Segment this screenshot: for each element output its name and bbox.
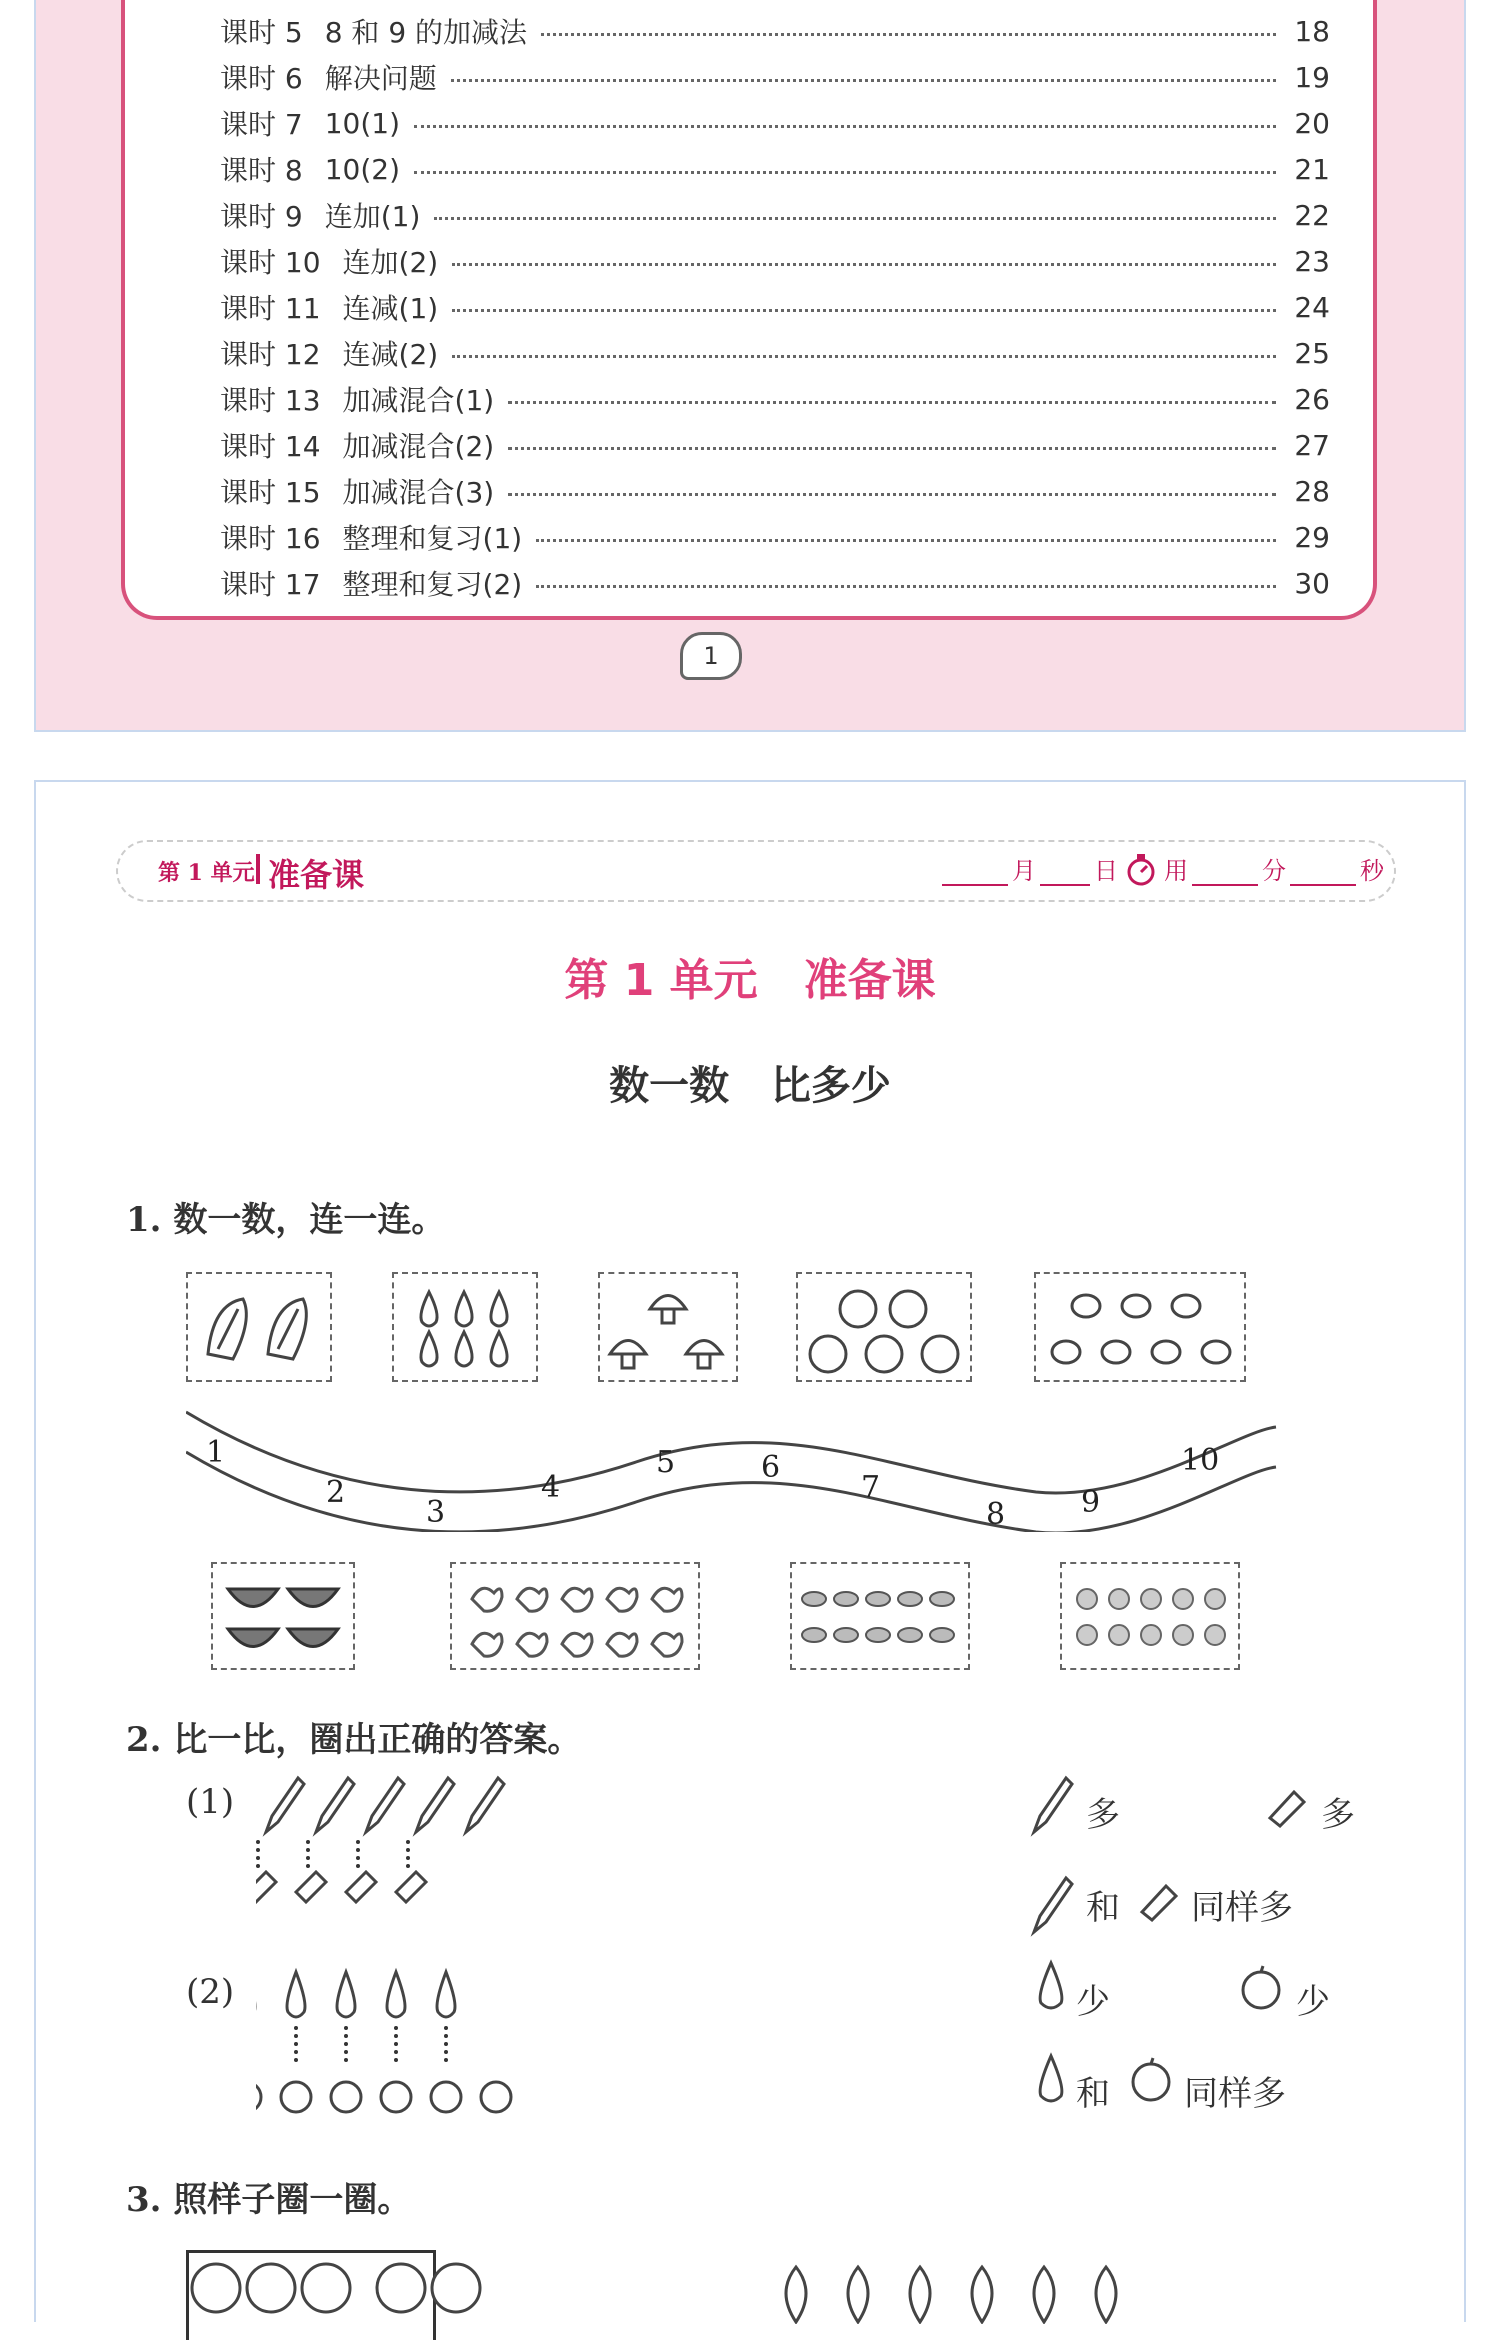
question-2: 2. 比一比，圈出正确的答案。 <box>126 1720 582 1760</box>
toc-title: 连减(2) <box>342 338 439 371</box>
number-ribbon <box>186 1402 1286 1532</box>
chick-icon <box>1036 1274 1244 1380</box>
dot-connector <box>394 2050 398 2054</box>
fish-icon <box>898 1592 922 1606</box>
toc-page: 18 <box>1294 14 1330 48</box>
peach-icon <box>786 2267 806 2322</box>
dot-connector <box>394 2058 398 2062</box>
month-blank[interactable] <box>942 860 1008 886</box>
toc-title: 连加(1) <box>324 200 421 233</box>
question-1: 1. 数一数，连一连。 <box>126 1200 446 1240</box>
dot-connector <box>294 2026 298 2030</box>
toc-title: 连加(2) <box>342 246 439 279</box>
dot-connector <box>294 2042 298 2046</box>
toc-page: 28 <box>1294 474 1330 508</box>
apple-icon <box>431 2082 461 2112</box>
eraser-icon <box>296 1872 326 1902</box>
option-same-2[interactable]: 同样多 <box>1184 2074 1286 2114</box>
toc-title: 整理和复习(2) <box>342 568 523 601</box>
dot-connector <box>344 2042 348 2046</box>
toc-leader <box>508 493 1276 496</box>
fish-icon <box>930 1592 954 1606</box>
option-same-1[interactable]: 同样多 <box>1191 1888 1293 1928</box>
toc-title: 加减混合(3) <box>342 476 495 509</box>
apple-icon <box>1236 1962 1286 2012</box>
eraser-icon <box>256 1872 276 1902</box>
toc-lesson: 课时 14 <box>220 430 321 463</box>
toc-leader <box>508 447 1276 450</box>
dot-connector <box>394 2026 398 2030</box>
watermelon-icon <box>213 1564 353 1668</box>
flower-icon <box>1205 1625 1225 1645</box>
pear-icon <box>1031 2050 1071 2106</box>
toc-page: 26 <box>1294 382 1330 416</box>
dot-connector <box>344 2058 348 2062</box>
toc-row[interactable] <box>220 241 1330 281</box>
flower-box[interactable] <box>1060 1562 1240 1670</box>
toc-lesson: 课时 16 <box>220 522 321 555</box>
dot-connector <box>256 1856 260 1860</box>
mushroom-icon <box>600 1274 736 1380</box>
dot-connector <box>344 2026 348 2030</box>
apple-icon <box>281 2082 311 2112</box>
flower-icon <box>1077 1625 1097 1645</box>
chick-box[interactable] <box>1034 1272 1246 1382</box>
smiley-icon <box>192 2264 240 2312</box>
flower-icon <box>1141 1625 1161 1645</box>
apple-icon <box>381 2082 411 2112</box>
fish-icon <box>866 1628 890 1642</box>
toc-row[interactable] <box>220 333 1330 373</box>
toc-title: 加减混合(1) <box>342 384 495 417</box>
peach-row <box>766 2252 1346 2324</box>
toc-leader <box>541 33 1276 36</box>
day-label: 日 <box>1094 857 1118 885</box>
ribbon-number: 1 <box>206 1435 226 1470</box>
toc-title: 8 和 9 的加减法 <box>324 16 528 49</box>
mushroom-box[interactable] <box>598 1272 738 1382</box>
worksheet-header <box>116 840 1396 902</box>
toc-title: 整理和复习(1) <box>342 522 523 555</box>
watermelon-box[interactable] <box>211 1562 355 1670</box>
date-fields <box>938 856 1384 886</box>
dot-connector <box>294 2034 298 2038</box>
minute-blank[interactable] <box>1192 860 1258 886</box>
toc-row[interactable] <box>220 425 1330 465</box>
flower-icon <box>1109 1625 1129 1645</box>
toc-lesson: 课时 6 <box>220 62 303 95</box>
toc-page: 25 <box>1294 336 1330 370</box>
fish-icon <box>866 1592 890 1606</box>
compare-figures <box>256 1772 756 2122</box>
dot-connector <box>344 2034 348 2038</box>
toc-lesson: 课时 15 <box>220 476 321 509</box>
pear-icon <box>1031 1957 1071 2013</box>
bird-icon <box>607 1633 637 1656</box>
flower-icon <box>1062 1564 1238 1668</box>
second-label: 秒 <box>1360 857 1384 885</box>
lesson-subtitle: 数一数 比多少 <box>609 1062 891 1109</box>
fish-icon <box>792 1564 968 1668</box>
dot-connector <box>406 1864 410 1868</box>
pencil-icon <box>416 1778 454 1832</box>
pear-icon <box>394 1274 536 1380</box>
toc-title: 解决问题 <box>324 62 437 95</box>
dot-connector <box>444 2034 448 2038</box>
and-label: 和 <box>1086 1888 1120 1928</box>
bird-box[interactable] <box>450 1562 700 1670</box>
ribbon-number: 7 <box>861 1470 881 1505</box>
toc-leader <box>536 585 1276 588</box>
option-pear-fewer[interactable]: 少 <box>1076 1982 1110 2022</box>
bird-icon <box>562 1588 592 1611</box>
flower-icon <box>1173 1625 1193 1645</box>
eraser-icon <box>346 1872 376 1902</box>
dot-connector <box>394 2034 398 2038</box>
dot-connector <box>356 1840 360 1844</box>
flower-icon <box>1077 1589 1097 1609</box>
bird-icon <box>652 1633 682 1656</box>
peach-icon <box>1096 2267 1116 2322</box>
bird-icon <box>517 1588 547 1611</box>
toc-leader <box>452 263 1276 266</box>
toc-lesson: 课时 9 <box>220 200 303 233</box>
fish-icon <box>834 1592 858 1606</box>
dot-connector <box>394 2042 398 2046</box>
smiley-row <box>186 2252 666 2324</box>
dot-connector <box>406 1856 410 1860</box>
month-label: 月 <box>1012 857 1036 885</box>
toc-row[interactable] <box>220 149 1330 189</box>
fish-icon <box>898 1628 922 1642</box>
toc-lesson: 课时 7 <box>220 108 303 141</box>
toc-leader <box>536 539 1276 542</box>
pencil-icon <box>266 1778 304 1832</box>
dot-connector <box>256 1848 260 1852</box>
ribbon-number: 5 <box>656 1445 676 1480</box>
dot-connector <box>306 1848 310 1852</box>
toc-row[interactable] <box>220 195 1330 235</box>
dot-connector <box>344 2050 348 2054</box>
toc-leader <box>414 125 1276 128</box>
toc-lesson: 课时 13 <box>220 384 321 417</box>
dot-connector <box>406 1840 410 1844</box>
flower-icon <box>1141 1589 1161 1609</box>
ribbon-number: 10 <box>1181 1443 1220 1478</box>
pencil-icon <box>316 1778 354 1832</box>
eraser-icon <box>1136 1876 1182 1922</box>
minute-label: 分 <box>1262 857 1286 885</box>
ribbon-number: 6 <box>761 1450 781 1485</box>
bird-icon <box>562 1633 592 1656</box>
dot-connector <box>294 2058 298 2062</box>
peach-icon <box>910 2267 930 2322</box>
toc-row[interactable] <box>220 103 1330 143</box>
toc-lesson: 课时 12 <box>220 338 321 371</box>
apple-icon <box>798 1274 970 1380</box>
toc-page: 27 <box>1294 428 1330 462</box>
bird-icon <box>652 1588 682 1611</box>
eraser-icon <box>1264 1782 1310 1828</box>
fish-icon <box>802 1592 826 1606</box>
dot-connector <box>444 2050 448 2054</box>
bird-icon <box>472 1588 502 1611</box>
toc-leader <box>434 217 1276 220</box>
toc-row[interactable] <box>220 57 1330 97</box>
toc-lesson: 课时 8 <box>220 154 303 187</box>
pear-icon <box>287 1972 305 2017</box>
smiley-icon <box>377 2264 425 2312</box>
toc-page: 30 <box>1294 566 1330 600</box>
toc-page: 23 <box>1294 244 1330 278</box>
toc-leader <box>452 309 1276 312</box>
dot-connector <box>356 1864 360 1868</box>
fish-box[interactable] <box>790 1562 970 1670</box>
toc-page: 24 <box>1294 290 1330 324</box>
ribbon-number: 4 <box>541 1470 561 1505</box>
option-eraser-more[interactable]: 多 <box>1321 1795 1355 1835</box>
pencil-icon <box>366 1778 404 1832</box>
apple-box[interactable] <box>796 1272 972 1382</box>
toc-lesson: 课时 17 <box>220 568 321 601</box>
toc-leader <box>508 401 1276 404</box>
toc-leader <box>451 79 1276 82</box>
peach-icon <box>1034 2267 1054 2322</box>
toc-row[interactable] <box>220 11 1330 51</box>
header-divider <box>256 854 260 884</box>
dot-connector <box>294 2050 298 2054</box>
toc-leader <box>452 355 1276 358</box>
bird-icon <box>607 1588 637 1611</box>
toc-row[interactable] <box>220 287 1330 327</box>
stopwatch-icon <box>1124 852 1158 886</box>
sub-question-1-label: (1) <box>186 1782 235 1822</box>
toc-row[interactable] <box>220 379 1330 419</box>
peach-icon <box>848 2267 868 2322</box>
ribbon-number: 3 <box>426 1495 446 1530</box>
dot-connector <box>406 1848 410 1852</box>
bird-icon <box>472 1633 502 1656</box>
unit-title: 第 1 单元 准备课 <box>564 955 936 1006</box>
eraser-icon <box>396 1872 426 1902</box>
dot-connector <box>444 2058 448 2062</box>
pear-icon <box>437 1972 455 2017</box>
pencil-icon <box>1026 1772 1076 1838</box>
toc-page: 22 <box>1294 198 1330 232</box>
apple-icon <box>481 2082 511 2112</box>
smiley-icon <box>302 2264 350 2312</box>
smiley-icon <box>247 2264 295 2312</box>
toc-page: 20 <box>1294 106 1330 140</box>
header-unit: 第 1 单元 <box>158 860 255 886</box>
header-lesson: 准备课 <box>268 856 365 894</box>
dot-connector <box>444 2042 448 2046</box>
toc-title: 加减混合(2) <box>342 430 495 463</box>
dot-connector <box>256 1864 260 1868</box>
toc-page: 29 <box>1294 520 1330 554</box>
toc-row[interactable] <box>220 563 1330 603</box>
toc-title: 10(2) <box>324 152 401 186</box>
dot-connector <box>306 1840 310 1844</box>
page-number: 1 <box>680 632 742 680</box>
question-3: 3. 照样子圈一圈。 <box>126 2180 412 2220</box>
fish-icon <box>930 1628 954 1642</box>
toc-page: 21 <box>1294 152 1330 186</box>
peach-icon <box>972 2267 992 2322</box>
ribbon-number: 2 <box>326 1475 346 1510</box>
dot-connector <box>444 2026 448 2030</box>
dot-connector <box>256 1840 260 1844</box>
pencil-icon <box>466 1778 504 1832</box>
smiley-icon <box>432 2264 480 2312</box>
dot-connector <box>356 1848 360 1852</box>
ribbon-number: 8 <box>986 1497 1006 1532</box>
toc-leader <box>414 171 1276 174</box>
toc-title: 10(1) <box>324 106 401 140</box>
dot-connector <box>356 1856 360 1860</box>
second-blank[interactable] <box>1290 860 1356 886</box>
ribbon-number: 9 <box>1081 1485 1101 1520</box>
pear-box[interactable] <box>392 1272 538 1382</box>
apple-icon <box>256 2082 261 2112</box>
toc-lesson: 课时 10 <box>220 246 321 279</box>
toc-page: 19 <box>1294 60 1330 94</box>
bird-icon <box>517 1633 547 1656</box>
dot-connector <box>306 1856 310 1860</box>
apple-icon <box>1126 2054 1176 2104</box>
and-label: 和 <box>1076 2074 1110 2114</box>
apple-icon <box>331 2082 361 2112</box>
option-apple-fewer[interactable]: 少 <box>1296 1982 1330 2022</box>
option-pencil-more[interactable]: 多 <box>1086 1795 1120 1835</box>
bird-icon <box>452 1564 698 1668</box>
fish-icon <box>834 1628 858 1642</box>
use-label: 用 <box>1164 857 1188 885</box>
flower-icon <box>1205 1589 1225 1609</box>
toc-lesson: 课时 11 <box>220 292 321 325</box>
toc-row[interactable] <box>220 471 1330 511</box>
fish-icon <box>802 1628 826 1642</box>
toc-title: 连减(1) <box>342 292 439 325</box>
pear-icon <box>337 1972 355 2017</box>
flower-icon <box>1109 1589 1129 1609</box>
worksheet-page <box>34 780 1466 2322</box>
cabbage-box[interactable] <box>186 1272 332 1382</box>
dot-connector <box>306 1864 310 1868</box>
day-blank[interactable] <box>1040 860 1090 886</box>
pear-icon <box>387 1972 405 2017</box>
sub-question-2-label: (2) <box>186 1972 235 2012</box>
flower-icon <box>1173 1589 1193 1609</box>
toc-lesson: 课时 5 <box>220 16 303 49</box>
cabbage-icon <box>188 1274 330 1380</box>
pencil-icon <box>1026 1872 1076 1938</box>
toc-row[interactable] <box>220 517 1330 557</box>
